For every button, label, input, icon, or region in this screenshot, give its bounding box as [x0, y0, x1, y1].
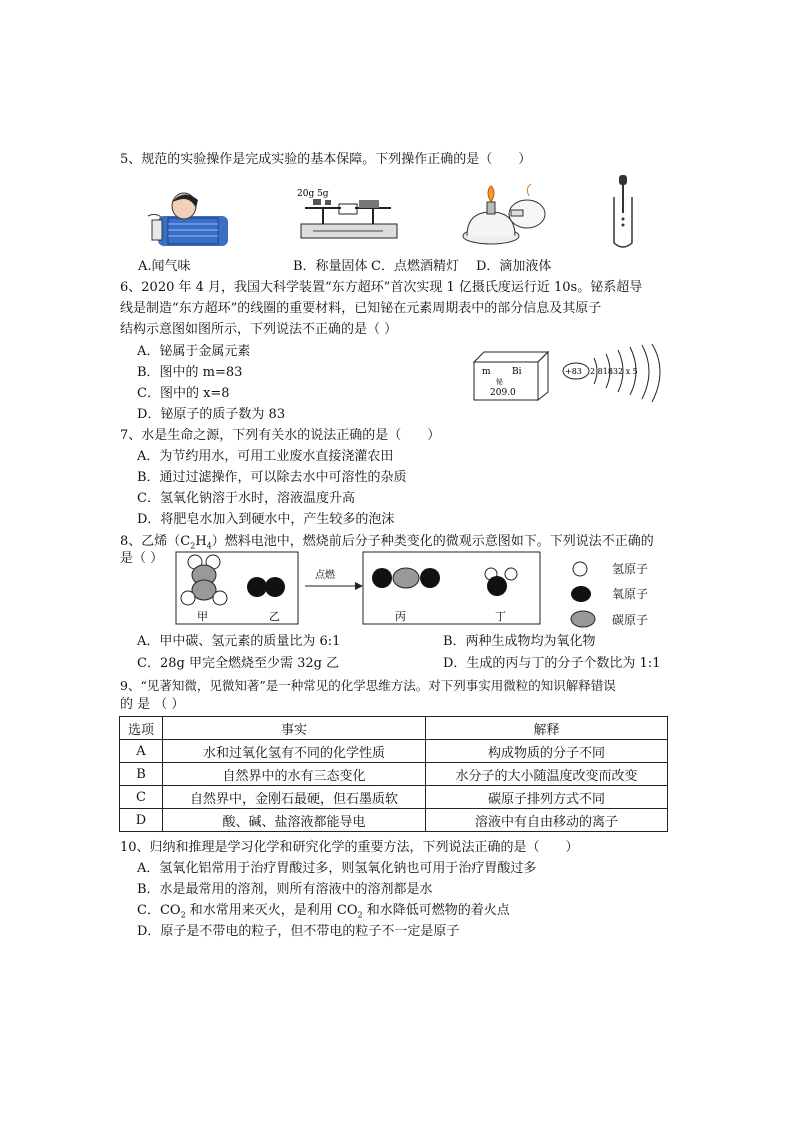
q8-stem-line-2: 是（ ）: [120, 551, 164, 566]
table-header: 事实: [163, 717, 426, 740]
balance-illustration: [293, 186, 403, 248]
legend-hydrogen: 氢原子: [570, 560, 648, 577]
q10-option-d[interactable]: D．原子是不带电的粒子，但不带电的粒子不一定是原子: [137, 924, 460, 939]
q8-stem: 8、乙烯$(C_2H_4)$燃料电池中，燃烧前后分子种类变化的微观示意图如下。下列说法不正确的: [120, 534, 654, 551]
smell-gas-illustration: [138, 186, 228, 248]
q8-option-b[interactable]: B．两种生成物均为氧化物: [443, 634, 596, 649]
table-cell: 酸、碱、盐溶液都能导电: [163, 809, 426, 832]
table-cell: 构成物质的分子不同: [426, 740, 668, 763]
q10-stem: 10、归纳和推理是学习化学和研究化学的重要方法，下列说法正确的是（ ）: [120, 840, 579, 855]
table-cell: D: [120, 809, 163, 832]
table-cell: 水分子的大小随温度改变而改变: [426, 763, 668, 786]
table-header: 解释: [426, 717, 668, 740]
table-header: 选项: [120, 717, 163, 740]
q7-option-c[interactable]: C．氢氧化钠溶于水时，溶液温度升高: [137, 491, 355, 506]
table-cell: 溶液中有自由移动的离子: [426, 809, 668, 832]
table-cell: 水和过氧化氢有不同的化学性质: [163, 740, 426, 763]
element-card-letter: m: [482, 367, 491, 377]
q8-option-a[interactable]: A．甲中碳、氢元素的质量比为 6:1: [137, 634, 341, 649]
bismuth-atom-structure-diagram: [560, 344, 668, 406]
q8-option-c[interactable]: C．28g 甲完全燃烧至少需 32g 乙: [137, 656, 340, 671]
q10-option-c[interactable]: C．$CO_2$ 和水常用来灭火，是利用 $CO_2$ 和水降低可燃物的着火点: [137, 903, 510, 920]
q5-option-c[interactable]: C．点燃酒精灯: [371, 259, 459, 274]
q7-option-a[interactable]: A．为节约用水，可用工业废水直接浇灌农田: [137, 449, 394, 464]
q6-option-d[interactable]: D．铋原子的质子数为 83: [137, 407, 286, 422]
atom-nucleus-label: +83: [565, 367, 582, 376]
legend-carbon: 碳原子: [570, 610, 648, 628]
table-row: [120, 809, 668, 832]
q7-option-d[interactable]: D．将肥皂水加入到硬水中，产生较多的泡沫: [137, 512, 395, 527]
q8-option-d[interactable]: D．生成的丙与丁的分子个数比为 1:1: [443, 656, 661, 671]
label-jia: 甲: [197, 610, 208, 623]
table-row: [120, 763, 668, 786]
q5-option-d[interactable]: D．滴加液体: [476, 259, 552, 274]
q7-stem: 7、水是生命之源，下列有关水的说法正确的是（ ）: [120, 428, 441, 443]
table-row: [120, 740, 668, 763]
table-cell: A: [120, 740, 163, 763]
q9-stem-line-1: 9、“见著知微，见微知著”是一种常见的化学思维方法。对下列事实用微粒的知识解释错误: [120, 678, 616, 693]
bismuth-element-card: [472, 350, 552, 402]
dropper-test-tube-illustration: [608, 175, 638, 250]
q5-option-a[interactable]: A.闻气味: [138, 259, 191, 274]
atom-shell-electrons: 2 81832 x 5: [590, 367, 638, 376]
alcohol-lamp-illustration: [455, 184, 555, 250]
table-row: [120, 786, 668, 809]
balance-weights-label: 20g 5g: [297, 189, 329, 199]
ignite-label: 点燃: [315, 570, 335, 581]
q6-option-c[interactable]: C．图中的 x=8: [137, 386, 230, 401]
q6-option-a[interactable]: A．铋属于金属元素: [137, 344, 251, 359]
q10-option-b[interactable]: B．水是最常用的溶剂，则所有溶液中的溶剂都是水: [137, 882, 433, 897]
element-card-name: 铋: [496, 378, 503, 386]
element-card-symbol: Bi: [512, 367, 522, 377]
label-bing: 丙: [395, 610, 406, 623]
table-cell: 自然界中，金刚石最硬，但石墨质软: [163, 786, 426, 809]
element-card-mass: 209.0: [490, 388, 516, 398]
q9-stem-line-2: 的 是 （ ）: [120, 697, 185, 712]
table-header-row: [120, 717, 668, 740]
label-ding: 丁: [495, 610, 506, 623]
q7-option-b[interactable]: B．通过过滤操作，可以除去水中可溶性的杂质: [137, 470, 407, 485]
q9-table: [119, 716, 668, 832]
q5-option-b[interactable]: B．称量固体: [293, 259, 368, 274]
table-cell: 自然界中的水有三态变化: [163, 763, 426, 786]
table-cell: 碳原子排列方式不同: [426, 786, 668, 809]
q6-option-b[interactable]: B．图中的 m=83: [137, 365, 243, 380]
table-cell: B: [120, 763, 163, 786]
q10-option-a[interactable]: A．氢氧化铝常用于治疗胃酸过多，则氢氧化钠也可用于治疗胃酸过多: [137, 861, 537, 876]
q6-stem-line-2: 线是制造“东方超环”的线圈的重要材料，已知铋在元素周期表中的部分信息及其原子: [120, 301, 602, 316]
table-cell: C: [120, 786, 163, 809]
q6-stem-line-1: 6、2020 年 4 月，我国大科学装置“东方超环”首次实现 1 亿摄氏度运行近 10s。铋系超导: [120, 280, 643, 295]
label-yi: 乙: [269, 610, 280, 623]
legend-oxygen: 氧原子: [570, 585, 648, 602]
q6-stem-line-3: 结构示意图如图所示，下列说法不正确的是（ ）: [120, 322, 398, 337]
q5-stem: 5、规范的实验操作是完成实验的基本保障。下列操作正确的是（ ）: [120, 152, 532, 167]
